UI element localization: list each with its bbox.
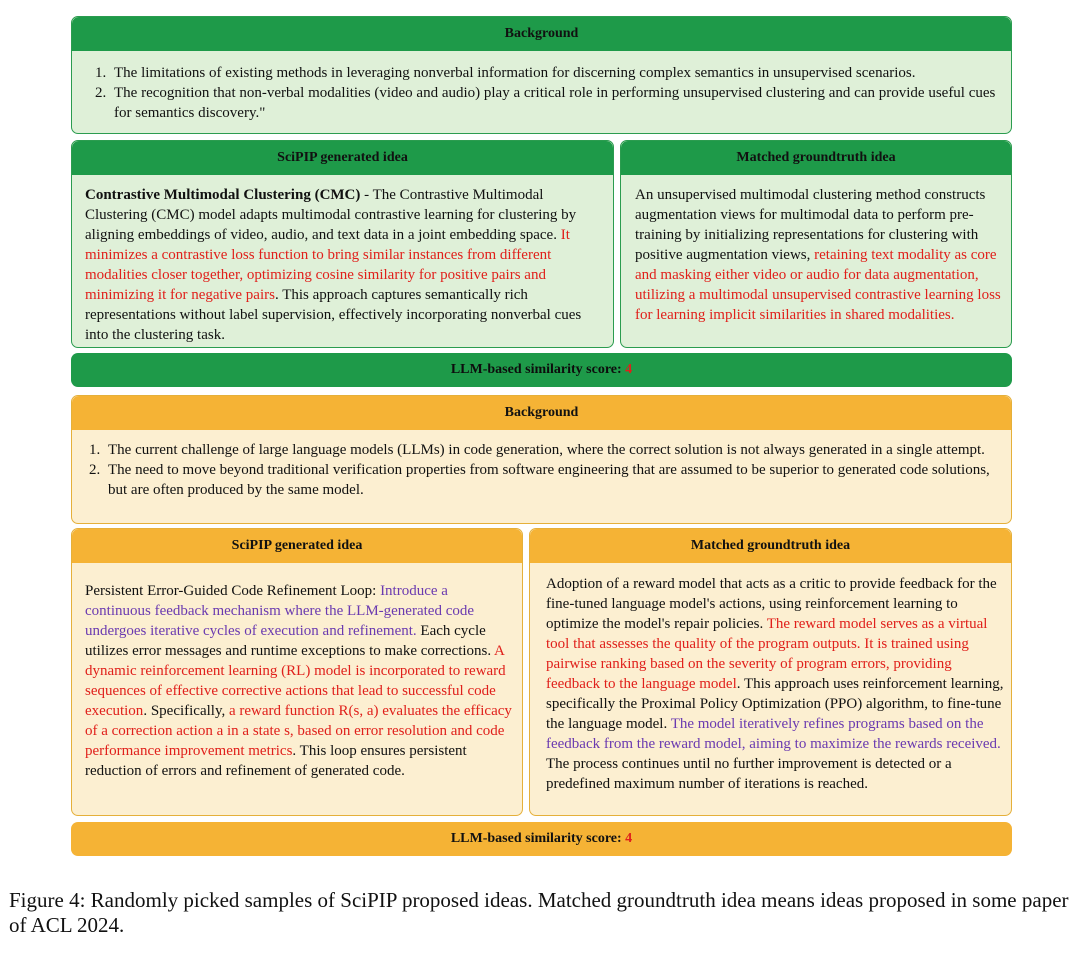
generated-idea-panel-2 <box>71 528 523 816</box>
idea-text: . This approach captures semantically rich representations without label supervision, effectively incorporating nonverbal cues into the clustering task. <box>85 287 582 343</box>
similarity-score-value: 4 <box>625 362 633 377</box>
highlight-purple: Introduce a continuous feedback mechanism where the LLM-generated code undergoes iterative cycles of execution and refinement. <box>85 583 475 639</box>
highlight-red: a reward function R(s, a) evaluates the efficacy of a correction action a in a state s, based on error resolution and code performance improvement metrics <box>85 703 512 759</box>
idea-text: . Specifically, <box>143 703 229 719</box>
groundtruth-idea-text-2 <box>546 574 1008 794</box>
idea-text: . This loop ensures persistent reduction of errors and refinement of generated code. <box>85 743 467 779</box>
generated-idea-title-2: SciPIP generated idea <box>72 529 522 563</box>
idea-text: - The Contrastive Multimodal Clustering (CMC) model adapts multimodal contrastive learning for clustering by aligning embeddings of video, audio, and text data in a joint embedding space. <box>85 187 577 243</box>
generated-idea-text-1 <box>85 185 605 345</box>
idea-text: Adoption of a reward model that acts as a critic to provide feedback for the fine-tuned language model's actions, using reinforcement learning to optimize the model's repair policies. <box>546 576 997 632</box>
highlight-red: retaining text modality as core and masking either video or audio for data augmentation, utilizing a multimodal unsupervised contrastive learning loss for learning implicit similarities in shared modalities. <box>635 247 1001 323</box>
generated-idea-text-2 <box>85 581 517 781</box>
idea-text: The process continues until no further improvement is detected or a predefined maximum number of iterations is reached. <box>546 756 952 792</box>
figure-caption: Figure 4: Randomly picked samples of SciPIP proposed ideas. Matched groundtruth idea means ideas proposed in some paper of ACL 2024. <box>9 888 1069 937</box>
similarity-score-label: LLM-based similarity score: <box>450 831 626 846</box>
groundtruth-idea-panel-2 <box>529 528 1012 816</box>
generated-idea-panel-1 <box>71 140 614 348</box>
highlight-red: The reward model serves as a virtual tool that assesses the quality of the program outputs. It is trained using pairwise ranking based on the severity of program errors, providing feedback to the language model <box>546 616 988 692</box>
background-list-1 <box>80 63 1000 123</box>
background-item: 2. The recognition that non-verbal modalities (video and audio) play a critical role in performing unsupervised clustering and can provide useful cues for semantics discovery." <box>110 83 1000 123</box>
background-title-2: Background <box>72 396 1011 430</box>
highlight-red: It minimizes a contrastive loss function to bring similar instances from different modalities closer together, optimizing cosine similarity for positive pairs and minimizing it for negative pairs <box>85 227 570 303</box>
similarity-score-bar-2 <box>71 822 1012 856</box>
similarity-score-bar-1 <box>71 353 1012 387</box>
idea-text: Persistent Error-Guided Code Refinement Loop: <box>85 583 381 599</box>
background-panel-1 <box>71 16 1012 134</box>
groundtruth-idea-title-1: Matched groundtruth idea <box>621 141 1011 175</box>
highlight-purple: The model iteratively refines programs based on the feedback from the reward model, aiming to maximize the rewards received. <box>546 716 1001 752</box>
background-item: 1. The limitations of existing methods in leveraging nonverbal information for discerning complex semantics in unsupervised scenarios. <box>110 63 1000 83</box>
similarity-score-value: 4 <box>625 831 633 846</box>
generated-idea-title-1: SciPIP generated idea <box>72 141 613 175</box>
idea-text: An unsupervised multimodal clustering method constructs augmentation views for multimodal data to perform pre-training by initializing representations for clustering with positive augmentation views, <box>635 187 986 263</box>
idea-name: Contrastive Multimodal Clustering (CMC) <box>85 187 361 203</box>
background-item: 1. The current challenge of large language models (LLMs) in code generation, where the correct solution is not always generated in a single attempt. <box>104 440 1004 460</box>
background-panel-2 <box>71 395 1012 524</box>
background-list-2 <box>74 440 1004 500</box>
background-title-1: Background <box>72 17 1011 51</box>
similarity-score-label: LLM-based similarity score: <box>450 362 626 377</box>
idea-text: . This approach uses reinforcement learning, specifically the Proximal Policy Optimization (PPO) algorithm, to fine-tune the language model. <box>546 676 1004 732</box>
groundtruth-idea-title-2: Matched groundtruth idea <box>530 529 1011 563</box>
groundtruth-idea-text-1 <box>635 185 1007 325</box>
highlight-red: A dynamic reinforcement learning (RL) model is incorporated to reward sequences of effective corrective actions that lead to successful code execution <box>85 643 506 719</box>
idea-text: Each cycle utilizes error messages and runtime exceptions to make corrections. <box>85 623 495 659</box>
background-item: 2. The need to move beyond traditional verification properties from software engineering that are assumed to be superior to generated code solutions, but are often produced by the same model. <box>104 460 1004 500</box>
groundtruth-idea-panel-1 <box>620 140 1012 348</box>
